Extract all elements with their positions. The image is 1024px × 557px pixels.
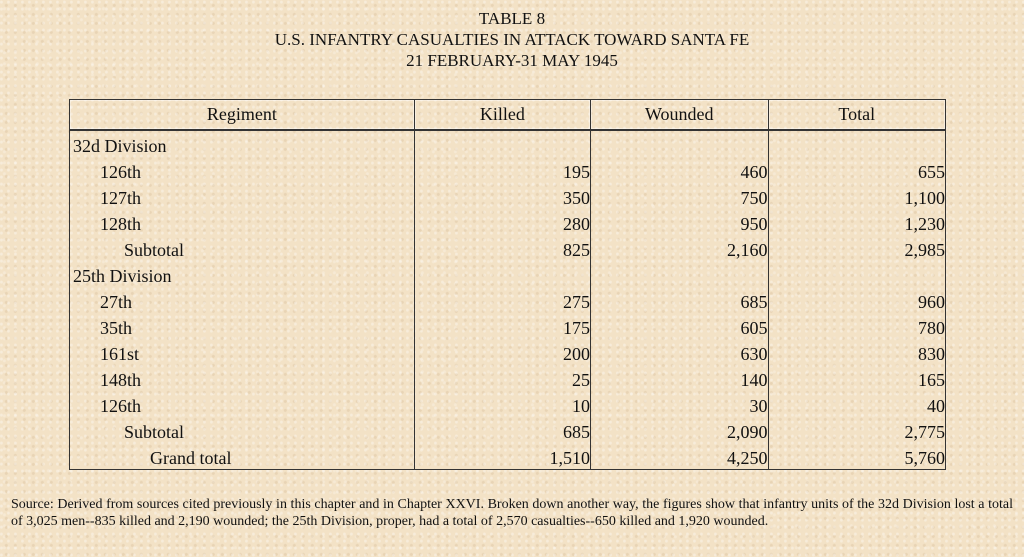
row-label: 27th [70, 287, 415, 313]
table-row [70, 287, 946, 313]
table-row [70, 313, 946, 339]
cell-total [768, 261, 946, 287]
table-title: U.S. INFANTRY CASUALTIES IN ATTACK TOWARD SANTA FE [274, 30, 750, 49]
row-label: 126th [70, 391, 415, 417]
row-label: 35th [70, 313, 415, 339]
cell-total: 2,775 [768, 417, 946, 443]
cell-wounded: 630 [590, 339, 768, 365]
cell-wounded: 140 [590, 365, 768, 391]
table-row [70, 339, 946, 365]
cell-killed: 350 [414, 183, 590, 209]
cell-killed [414, 261, 590, 287]
cell-killed: 1,510 [414, 443, 590, 470]
cell-wounded: 4,250 [590, 443, 768, 470]
cell-wounded [590, 130, 768, 157]
cell-killed: 10 [414, 391, 590, 417]
cell-total: 960 [768, 287, 946, 313]
table-header-row [70, 100, 946, 131]
cell-wounded [590, 261, 768, 287]
casualties-table [69, 99, 946, 470]
table-number: TABLE 8 [478, 9, 546, 28]
cell-total [768, 130, 946, 157]
cell-wounded: 2,160 [590, 235, 768, 261]
row-label: 161st [70, 339, 415, 365]
cell-killed: 825 [414, 235, 590, 261]
header-total: Total [768, 100, 946, 131]
cell-total: 830 [768, 339, 946, 365]
header-wounded: Wounded [590, 100, 768, 131]
cell-wounded: 460 [590, 157, 768, 183]
cell-killed: 200 [414, 339, 590, 365]
table-row-grand-total [70, 443, 946, 470]
cell-total: 655 [768, 157, 946, 183]
row-label: 126th [70, 157, 415, 183]
cell-killed: 280 [414, 209, 590, 235]
row-label: Subtotal [70, 417, 415, 443]
cell-killed: 275 [414, 287, 590, 313]
cell-killed: 175 [414, 313, 590, 339]
cell-total: 5,760 [768, 443, 946, 470]
cell-killed: 25 [414, 365, 590, 391]
source-note: Source: Derived from sources cited previously in this chapter and in Chapter XXVI. Broken down another way, the figures show that infantry units of the 32d Division lost a total of 3,025 men--835 killed and 2,190 wounded; the 25th Division, proper, had a total of 2,570 casualties--650 killed and 1,920 wounded. [11, 497, 1013, 529]
header-regiment: Regiment [70, 100, 415, 131]
row-label: Subtotal [70, 235, 415, 261]
cell-wounded: 750 [590, 183, 768, 209]
table-row [70, 365, 946, 391]
table-row-division [70, 261, 946, 287]
row-label: 127th [70, 183, 415, 209]
cell-total: 780 [768, 313, 946, 339]
cell-killed: 685 [414, 417, 590, 443]
table-row-subtotal [70, 417, 946, 443]
table-row [70, 391, 946, 417]
cell-total: 1,100 [768, 183, 946, 209]
table-row-division [70, 130, 946, 157]
cell-wounded: 30 [590, 391, 768, 417]
cell-wounded: 605 [590, 313, 768, 339]
cell-killed: 195 [414, 157, 590, 183]
cell-total: 40 [768, 391, 946, 417]
table-row-subtotal [70, 235, 946, 261]
row-label: 32d Division [70, 130, 415, 157]
table-row [70, 209, 946, 235]
cell-total: 2,985 [768, 235, 946, 261]
cell-total: 1,230 [768, 209, 946, 235]
cell-wounded: 685 [590, 287, 768, 313]
cell-total: 165 [768, 365, 946, 391]
table-row [70, 183, 946, 209]
cell-killed [414, 130, 590, 157]
row-label: 148th [70, 365, 415, 391]
table-date-range: 21 FEBRUARY-31 MAY 1945 [406, 51, 618, 70]
table-row [70, 157, 946, 183]
table-title-block [0, 8, 1024, 71]
cell-wounded: 2,090 [590, 417, 768, 443]
row-label: 128th [70, 209, 415, 235]
row-label: Grand total [70, 443, 415, 470]
row-label: 25th Division [70, 261, 415, 287]
cell-wounded: 950 [590, 209, 768, 235]
header-killed: Killed [414, 100, 590, 131]
